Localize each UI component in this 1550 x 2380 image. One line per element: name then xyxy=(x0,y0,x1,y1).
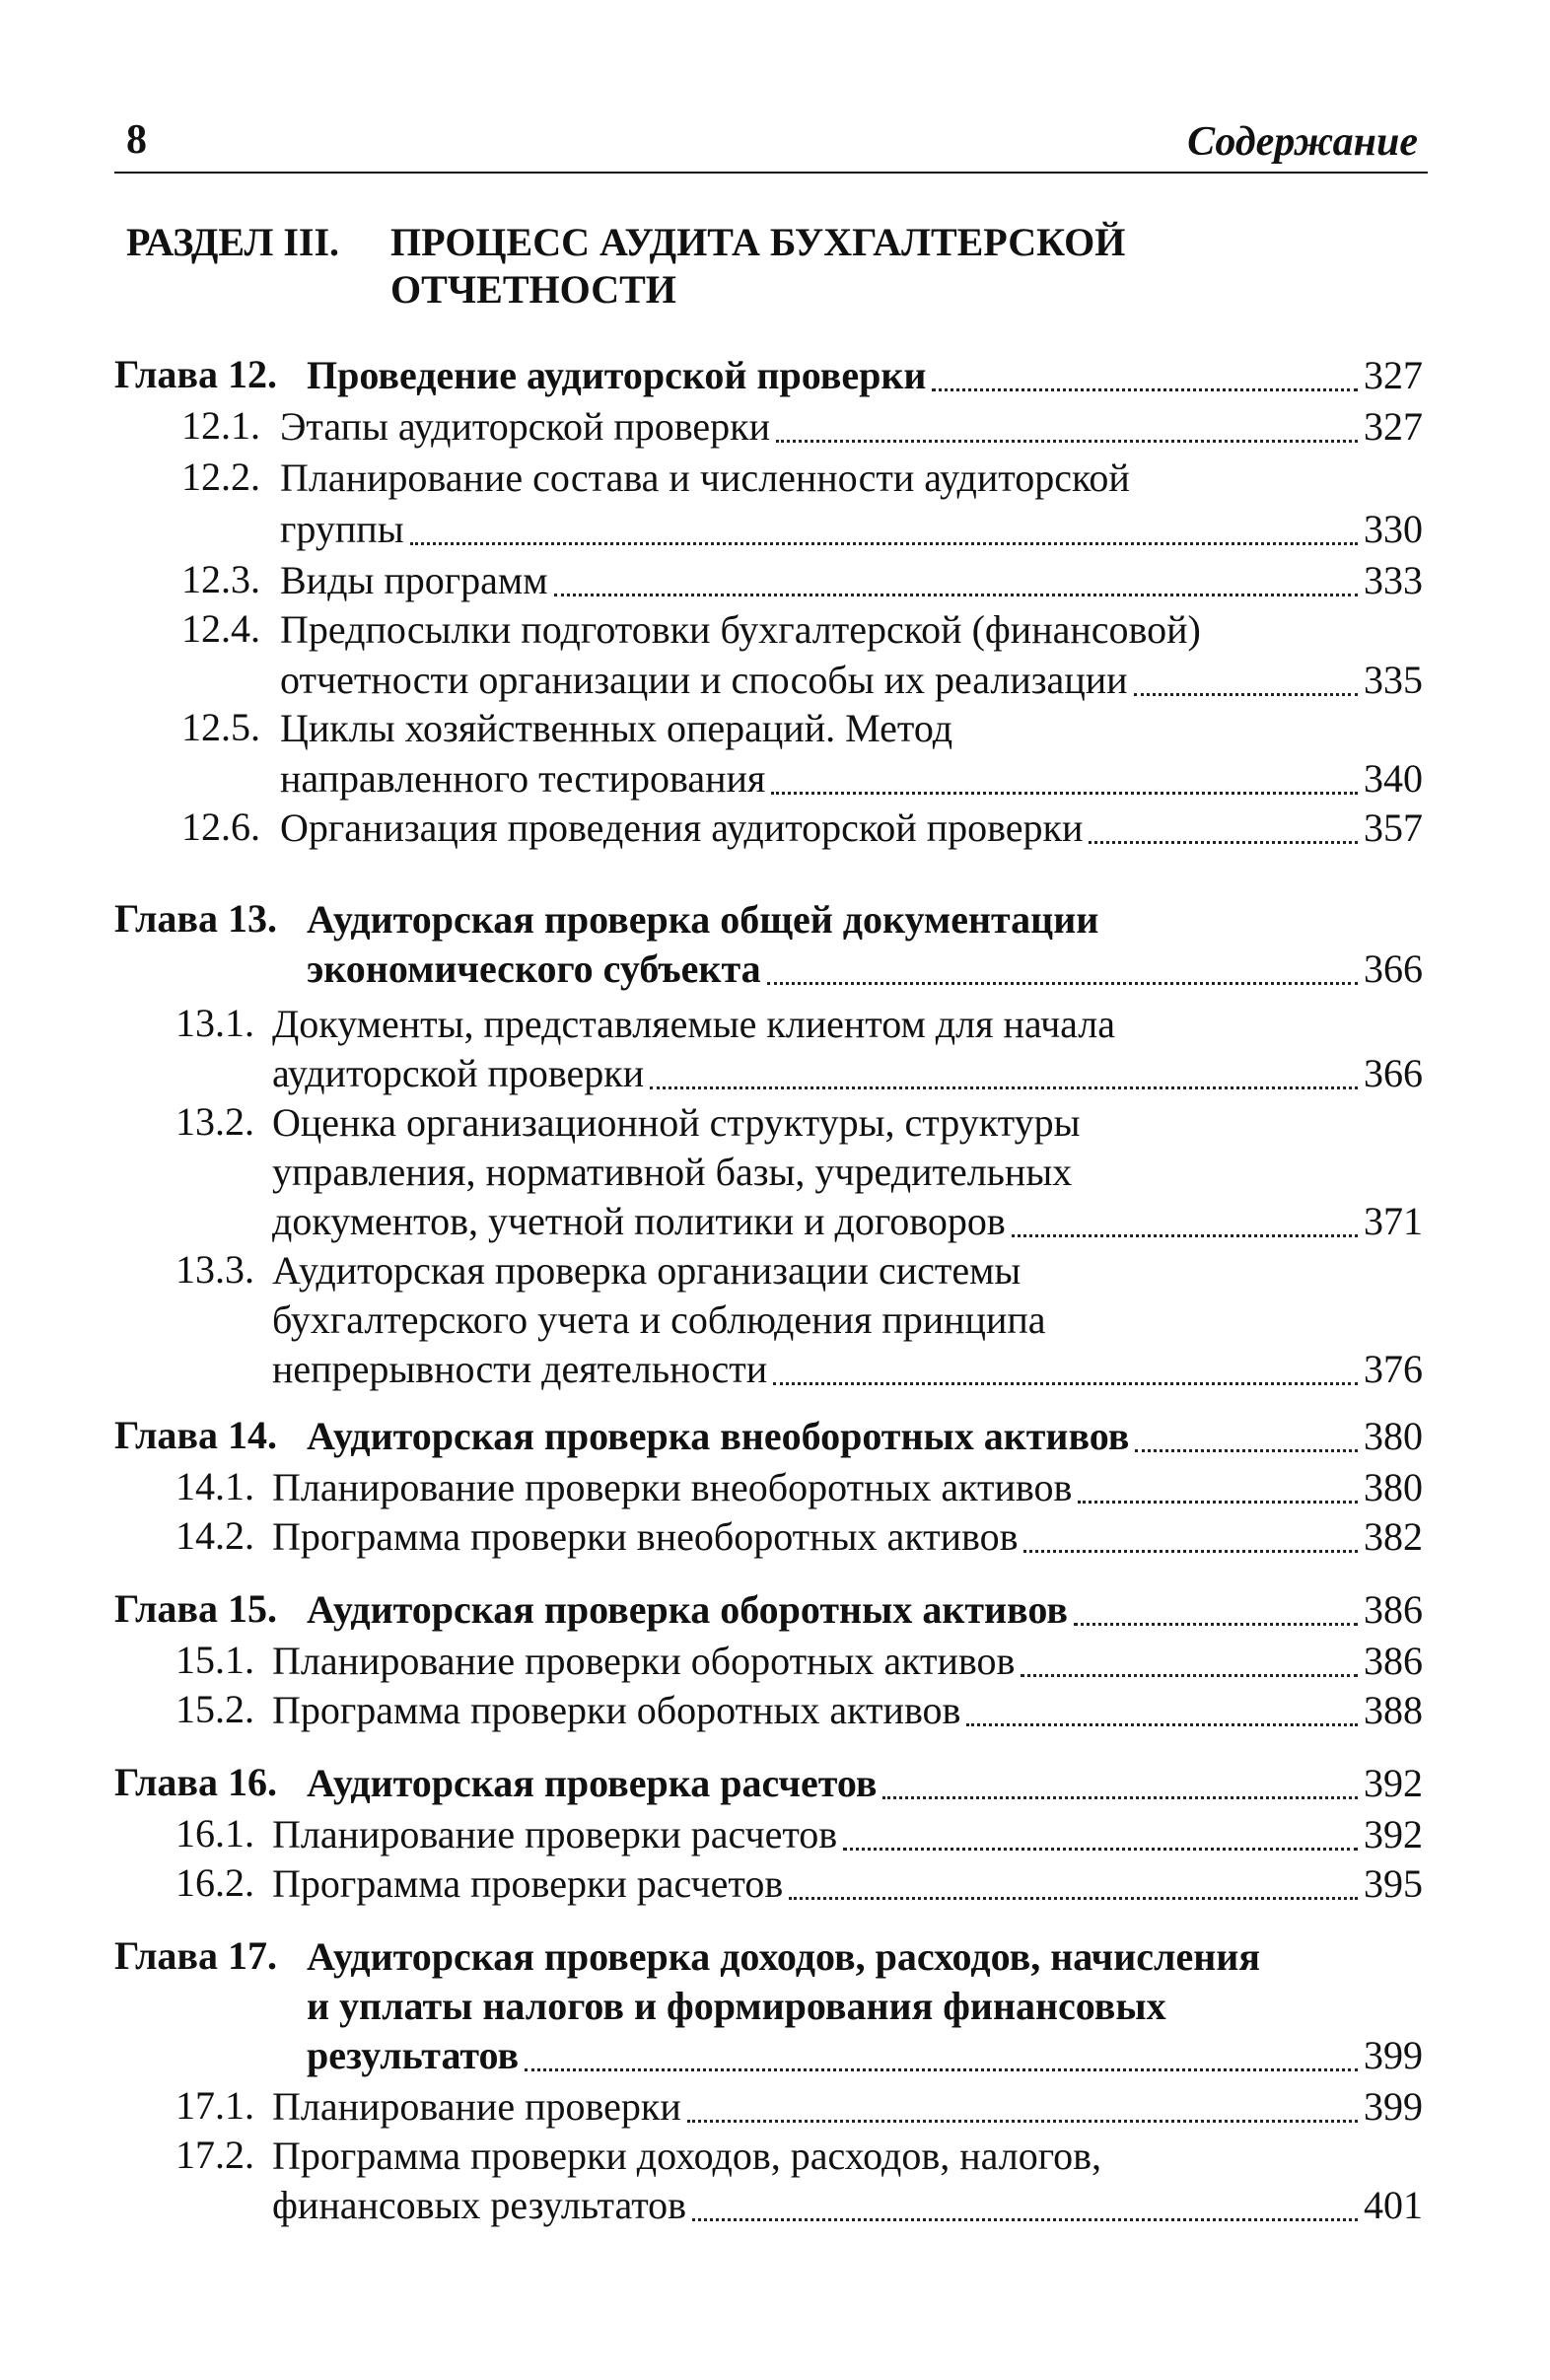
toc-line xyxy=(272,1345,1423,1394)
toc-line xyxy=(272,1098,1423,1148)
toc-line xyxy=(307,1982,1423,2031)
entry-title: отчетности организации и способы их реализации xyxy=(280,658,1128,702)
dot-leader xyxy=(789,1897,1358,1900)
toc-line xyxy=(272,2082,1423,2132)
page-ref: 366 xyxy=(1364,946,1423,991)
entry-title: Аудиторская проверка организации системы xyxy=(272,1248,1022,1293)
toc-line xyxy=(272,1246,1423,1295)
page-ref: 335 xyxy=(1364,658,1423,702)
entry-title: результатов xyxy=(307,2033,520,2077)
running-head xyxy=(114,116,1428,174)
entry-title: Планирование проверки оборотных активов xyxy=(272,1639,1016,1683)
entry-title: Виды программ xyxy=(280,558,548,602)
dot-leader xyxy=(1021,1674,1358,1677)
entry-title: Аудиторская проверка расчетов xyxy=(307,1761,878,1805)
dot-leader xyxy=(650,1086,1358,1089)
dot-leader xyxy=(1012,1234,1358,1237)
dot-leader xyxy=(1134,693,1358,696)
toc-line xyxy=(272,1000,1423,1049)
toc-line xyxy=(280,656,1423,705)
item-number: 16.1. xyxy=(176,1811,254,1855)
toc-line xyxy=(307,1932,1423,1982)
toc-line xyxy=(280,454,1423,503)
toc-line xyxy=(280,605,1423,655)
section-title: ПРОЦЕСС АУДИТА БУХГАЛТЕРСКОЙ ОТЧЕТНОСТИ xyxy=(390,220,1126,312)
entry-title: документов, учетной политики и договоров xyxy=(272,1199,1006,1243)
page-number: 8 xyxy=(126,117,147,163)
item-number: 12.2. xyxy=(181,455,260,499)
page-ref: 386 xyxy=(1364,1639,1423,1683)
entry-title: экономического субъекта xyxy=(307,946,761,991)
chapter-number: Глава 12. xyxy=(114,352,277,396)
page-ref: 392 xyxy=(1364,1812,1423,1856)
page-ref: 366 xyxy=(1364,1051,1423,1095)
entry-title: Программа проверки расчетов xyxy=(272,1861,784,1906)
entry-title: непрерывности деятельности xyxy=(272,1347,768,1391)
page-ref: 399 xyxy=(1364,2084,1423,2129)
dot-leader xyxy=(771,792,1358,795)
toc-line xyxy=(280,505,1423,554)
entry-title: Проведение аудиторской проверки xyxy=(307,353,927,397)
dot-leader xyxy=(692,2218,1358,2221)
toc-line xyxy=(272,1859,1423,1909)
page-ref: 388 xyxy=(1364,1688,1423,1732)
dot-leader xyxy=(1023,1550,1358,1553)
entry-title: бухгалтерского учета и соблюдения принципа xyxy=(272,1297,1046,1342)
entry-title: Оценка организационной структуры, структуры xyxy=(272,1100,1081,1145)
item-number: 12.3. xyxy=(181,557,260,601)
entry-title: Планирование проверки xyxy=(272,2084,681,2129)
entry-title: Программа проверки внеоборотных активов xyxy=(272,1514,1019,1559)
entry-title: финансовых результатов xyxy=(272,2183,687,2227)
dot-leader xyxy=(410,542,1358,545)
page-ref: 330 xyxy=(1364,507,1423,551)
item-number: 17.1. xyxy=(176,2083,254,2128)
page-ref: 371 xyxy=(1364,1199,1423,1243)
toc-line xyxy=(307,351,1423,400)
entry-title: Аудиторская проверка оборотных активов xyxy=(307,1587,1068,1632)
dot-leader xyxy=(1089,841,1358,844)
item-number: 12.5. xyxy=(181,705,260,749)
page-ref: 401 xyxy=(1364,2183,1423,2227)
page-ref: 376 xyxy=(1364,1347,1423,1391)
dot-leader xyxy=(1078,1501,1358,1504)
dot-leader xyxy=(525,2068,1358,2071)
toc-line xyxy=(280,704,1423,753)
toc-line xyxy=(307,945,1423,994)
entry-title: Этапы аудиторской проверки xyxy=(280,404,771,449)
dot-leader xyxy=(1135,1449,1358,1452)
page-ref: 382 xyxy=(1364,1514,1423,1559)
running-title: Содержание xyxy=(1187,119,1418,165)
entry-title: Программа проверки доходов, расходов, налогов, xyxy=(272,2134,1102,2178)
page-ref: 392 xyxy=(1364,1761,1423,1805)
dot-leader xyxy=(554,594,1358,596)
dot-leader xyxy=(1074,1623,1358,1626)
toc-line xyxy=(272,1810,1423,1859)
item-number: 12.4. xyxy=(181,606,260,651)
toc-line xyxy=(307,1412,1423,1461)
page-ref: 357 xyxy=(1364,805,1423,850)
page-ref: 395 xyxy=(1364,1861,1423,1906)
item-number: 14.2. xyxy=(176,1513,254,1558)
chapter-number: Глава 14. xyxy=(114,1413,277,1457)
item-number: 16.2. xyxy=(176,1860,254,1905)
item-number: 15.1. xyxy=(176,1638,254,1682)
entry-title: Планирование проверки внеоборотных активов xyxy=(272,1465,1073,1509)
toc-line xyxy=(272,1197,1423,1246)
page-ref: 327 xyxy=(1364,353,1423,397)
entry-title: Планирование состава и численности аудиторской xyxy=(280,455,1130,500)
item-number: 12.1. xyxy=(181,403,260,448)
page-ref: 327 xyxy=(1364,404,1423,449)
dot-leader xyxy=(966,1723,1358,1726)
toc-line xyxy=(272,1637,1423,1686)
toc-line xyxy=(280,754,1423,804)
dot-leader xyxy=(776,440,1358,443)
chapter-number: Глава 13. xyxy=(114,896,277,941)
page-ref: 340 xyxy=(1364,756,1423,801)
entry-title: и уплаты налогов и формирования финансовых xyxy=(307,1984,1166,2028)
toc-line xyxy=(307,2031,1423,2080)
dot-leader xyxy=(932,388,1358,391)
entry-title: Циклы хозяйственных операций. Метод xyxy=(280,706,953,750)
dot-leader xyxy=(687,2120,1358,2123)
entry-title: Документы, представляемые клиентом для начала xyxy=(272,1002,1115,1046)
toc-line xyxy=(272,1686,1423,1735)
item-number: 13.1. xyxy=(176,1001,254,1045)
toc-line xyxy=(307,1585,1423,1635)
page-ref: 380 xyxy=(1364,1465,1423,1509)
dot-leader xyxy=(843,1848,1358,1851)
entry-title: аудиторской проверки xyxy=(272,1051,645,1095)
item-number: 15.2. xyxy=(176,1687,254,1731)
page-ref: 386 xyxy=(1364,1587,1423,1632)
entry-title: Предпосылки подготовки бухгалтерской (финансовой) xyxy=(280,607,1201,652)
entry-title: группы xyxy=(280,507,404,551)
item-number: 14.1. xyxy=(176,1464,254,1508)
dot-leader xyxy=(767,982,1358,985)
entry-title: Аудиторская проверка доходов, расходов, начисления xyxy=(307,1934,1260,1979)
toc-line xyxy=(280,402,1423,452)
entry-title: Планирование проверки расчетов xyxy=(272,1812,838,1856)
entry-title: Аудиторская проверка общей документации xyxy=(307,897,1099,942)
toc-line xyxy=(272,1512,1423,1562)
page-ref: 399 xyxy=(1364,2033,1423,2077)
chapter-number: Глава 17. xyxy=(114,1933,277,1978)
entry-title: Организация проведения аудиторской проверки xyxy=(280,805,1084,850)
toc-line xyxy=(307,1759,1423,1808)
item-number: 13.3. xyxy=(176,1247,254,1292)
item-number: 12.6. xyxy=(181,805,260,849)
entry-title: управления, нормативной базы, учредительных xyxy=(272,1150,1073,1194)
item-number: 13.2. xyxy=(176,1099,254,1144)
toc-line xyxy=(272,2181,1423,2230)
toc-line xyxy=(272,1295,1423,1345)
toc-line xyxy=(272,2132,1423,2181)
toc-line xyxy=(280,804,1423,853)
toc-line xyxy=(272,1148,1423,1197)
dot-leader xyxy=(773,1382,1358,1385)
toc-line xyxy=(272,1049,1423,1098)
item-number: 17.2. xyxy=(176,2133,254,2177)
toc-line xyxy=(272,1463,1423,1512)
toc-line xyxy=(280,556,1423,605)
page-ref: 380 xyxy=(1364,1414,1423,1458)
chapter-number: Глава 15. xyxy=(114,1586,277,1631)
entry-title: Аудиторская проверка внеоборотных активов xyxy=(307,1414,1130,1458)
toc-line xyxy=(307,895,1423,945)
chapter-number: Глава 16. xyxy=(114,1760,277,1804)
entry-title: направленного тестирования xyxy=(280,756,766,801)
dot-leader xyxy=(882,1796,1358,1799)
section-label: РАЗДЕЛ III. xyxy=(126,220,340,264)
page-ref: 333 xyxy=(1364,558,1423,602)
entry-title: Программа проверки оборотных активов xyxy=(272,1688,961,1732)
